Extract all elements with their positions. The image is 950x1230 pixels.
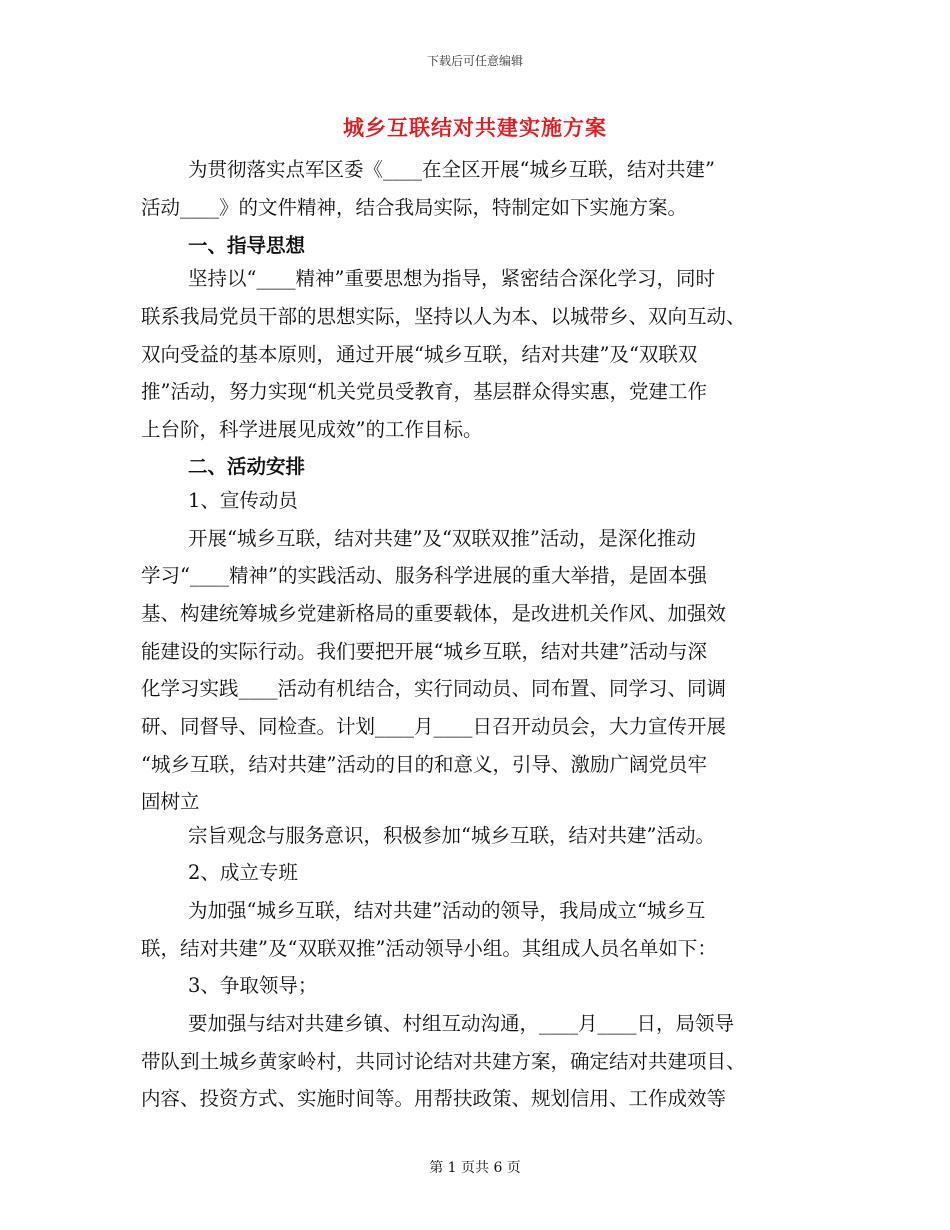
paragraph-line: 为贯彻落实点军区委《____在全区开展“城乡互联，结对共建” [188,158,715,181]
section-heading: 二、活动安排 [188,455,306,478]
paragraph-line: 开展“城乡互联，结对共建”及“双联双推”活动，是深化推动 [188,527,696,550]
subsection-heading: 2、成立专班 [188,861,298,884]
page-number: 第 1 页共 6 页 [429,1160,521,1176]
paragraph-line: 能建设的实际行动。我们要把开展“城乡互联，结对共建”活动与深 [141,640,707,663]
paragraph-line: 双向受益的基本原则，通过开展“城乡互联，结对共建”及“双联双 [141,343,698,366]
subsection-heading: 1、宣传动员 [188,489,298,512]
paragraph-line: 联系我局党员干部的思想实际，坚持以人为本、以城带乡、双向互动、 [141,305,746,328]
section-heading: 一、指导思想 [188,234,306,257]
paragraph-line: 上台阶，科学进展见成效”的工作目标。 [141,418,483,441]
header-note: 下载后可任意编辑 [426,54,523,68]
paragraph-line: 坚持以“____精神”重要思想为指导，紧密结合深化学习，同时 [188,267,715,290]
subsection-heading: 3、争取领导； [188,974,318,997]
paragraph-line: 化学习实践____活动有机结合，实行同动员、同布置、同学习、同调 [141,677,727,700]
document-title: 城乡互联结对共建实施方案 [343,115,607,140]
paragraph-line: 带队到土城乡黄家岭村，共同讨论结对共建方案，确定结对共建项目、 [141,1050,746,1073]
paragraph-line: 活动____》的文件精神，结合我局实际，特制定如下实施方案。 [141,196,688,219]
paragraph-line: 推”活动，努力实现“机关党员受教育，基层群众得实惠，党建工作 [141,380,707,403]
paragraph-line: 固树立 [141,790,200,813]
paragraph-line: “城乡互联，结对共建”活动的目的和意义，引导、激励广阔党员牢 [141,753,707,776]
paragraph-line: 为加强“城乡互联，结对共建”活动的领导，我局成立“城乡互 [188,899,706,922]
paragraph-line: 研、同督导、同检查。计划____月____日召开动员会，大力宣传开展 [141,715,727,738]
paragraph-line: 要加强与结对共建乡镇、村组互动沟通，____月____日，局领导 [188,1012,735,1035]
paragraph-line: 内容、投资方式、实施时间等。用帮扶政策、规划信用、工作成效等 [141,1087,727,1110]
paragraph-line: 学习“____精神”的实践活动、服务科学进展的重大举措，是固本强 [141,564,707,587]
paragraph-line: 基、构建统筹城乡党建新格局的重要载体，是改进机关作风、加强效 [141,602,727,625]
paragraph-line: 联，结对共建”及“双联双推”活动领导小组。其组成人员名单如下： [141,937,717,960]
paragraph-line: 宗旨观念与服务意识，积极参加“城乡互联，结对共建”活动。 [188,824,715,847]
